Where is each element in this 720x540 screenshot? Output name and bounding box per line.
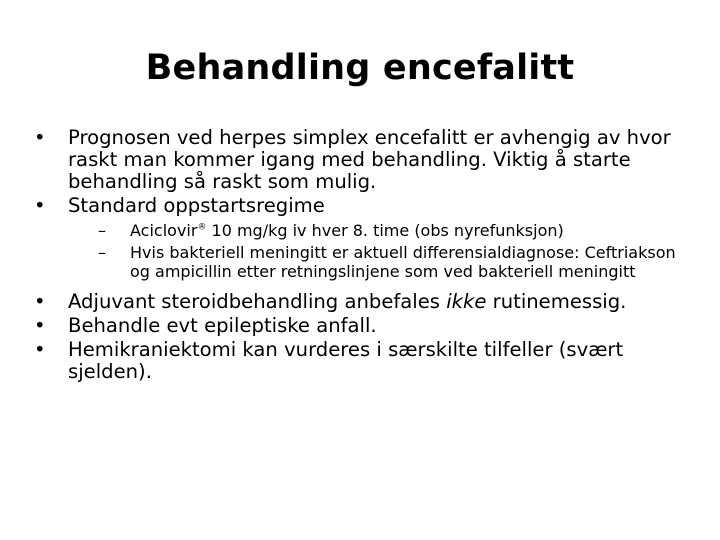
bullet-text: Prognosen ved herpes simplex encefalitt er avhengig av hvor raskt man kommer igang med behandling. Viktig å starte behandling så raskt som mulig. bbox=[68, 126, 671, 193]
bullet-marker: • bbox=[34, 290, 46, 313]
sub-bullet-list bbox=[68, 221, 690, 281]
bullet-text-after: rutinemessig. bbox=[486, 290, 627, 313]
bullet-item-steroid bbox=[30, 291, 690, 313]
bullet-item-hemicraniectomy bbox=[30, 339, 690, 383]
bullet-marker: • bbox=[34, 126, 46, 149]
slide-title: Behandling encefalitt bbox=[145, 48, 575, 88]
bullet-list bbox=[30, 127, 690, 383]
sub-bullet-text: Hvis bakteriell meningitt er aktuell differensialdiagnose: Ceftriakson og ampicillin etter retningslinjene som ved bakteriell meningitt bbox=[130, 243, 676, 281]
bullet-marker: • bbox=[34, 338, 46, 361]
sub-bullet-item-aciclovir bbox=[98, 221, 690, 240]
registered-mark: ® bbox=[197, 222, 207, 233]
dash-marker: – bbox=[98, 221, 106, 240]
bullet-text: Behandle evt epileptiske anfall. bbox=[68, 314, 377, 337]
sub-bullet-text-pre: Aciclovir bbox=[130, 221, 198, 240]
dash-marker: – bbox=[98, 243, 106, 262]
bullet-item-prognosis bbox=[30, 127, 690, 193]
bullet-item-standard-regime bbox=[30, 195, 690, 281]
slide-body bbox=[30, 127, 690, 385]
bullet-text: Adjuvant steroidbehandling anbefales bbox=[68, 290, 447, 313]
bullet-emphasis: ikke bbox=[446, 290, 487, 313]
bullet-text: Hemikraniektomi kan vurderes i særskilte tilfeller (svært sjelden). bbox=[68, 338, 624, 383]
bullet-marker: • bbox=[34, 314, 46, 337]
sub-bullet-text-post: 10 mg/kg iv hver 8. time (obs nyrefunksjon) bbox=[206, 221, 564, 240]
bullet-marker: • bbox=[34, 194, 46, 217]
bullet-text: Standard oppstartsregime bbox=[68, 194, 325, 217]
bullet-item-epileptic bbox=[30, 315, 690, 337]
sub-bullet-item-bacterial-meningitis bbox=[98, 243, 690, 281]
